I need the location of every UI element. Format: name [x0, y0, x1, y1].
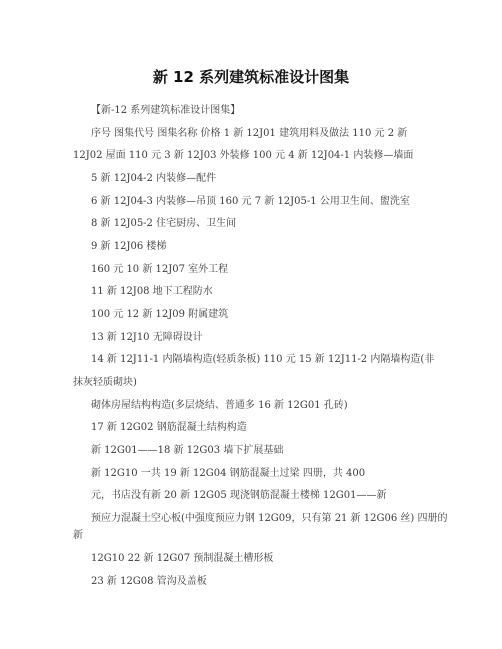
text-line: 14 新 12J11-1 内隔墙构造(轻质条板) 110 元 15 新 12J11-2 内隔墙构造(非 — [91, 354, 435, 365]
text-line: 23 新 12G08 管沟及盖板 — [91, 576, 207, 587]
text-line: 8 新 12J05-2 住宅厨房、卫生间 — [91, 218, 237, 229]
text-line: 序号 图集代号 图集名称 价格 1 新 12J01 建筑用料及做法 110 元 2 新 — [91, 128, 408, 139]
text-line: 抹灰轻质砌块) — [73, 377, 137, 388]
text-line: 5 新 12J04-2 内装修—配件 — [91, 173, 217, 184]
text-line: 17 新 12G02 钢筋混凝土结构构造 — [91, 422, 247, 433]
text-line: 预应力混凝土空心板(中强度预应力钢 12G09，只有第 21 新 12G06 丝) 四册的 — [91, 513, 448, 524]
text-line: 100 元 12 新 12J09 附属建筑 — [91, 309, 229, 320]
text-line: 11 新 12J08 地下工程防水 — [91, 286, 213, 297]
text-line: 【新-12 系列建筑标准设计图集】 — [91, 105, 241, 116]
text-line: 13 新 12J10 无障碍设计 — [91, 332, 203, 343]
text-line: 新 12G01——18 新 12G03 墙下扩展基础 — [91, 445, 284, 456]
text-line: 6 新 12J04-3 内装修—吊顶 160 元 7 新 12J05-1 公用卫生间、盥洗室 — [91, 196, 410, 207]
text-line: 砌体房屋结构构造(多层烧结、普通多 16 新 12G01 孔砖) — [91, 400, 348, 411]
text-line: 12J02 屋面 110 元 3 新 12J03 外装修 100 元 4 新 12J04-1 内装修—墙面 — [73, 150, 414, 161]
text-line: 9 新 12J06 楼梯 — [91, 241, 167, 252]
text-line: 12G10 22 新 12G07 预制混凝土槽形板 — [91, 553, 274, 564]
document-title: 新 12 系列建筑标准设计图集 — [152, 68, 350, 86]
text-line: 元，书店没有新 20 新 12G05 现浇钢筋混凝土楼梯 12G01——新 — [91, 490, 387, 501]
text-line: 新 12G10 一共 19 新 12G04 钢筋混凝土过梁 四册，共 400 — [91, 468, 366, 479]
text-line: 160 元 10 新 12J07 室外工程 — [91, 264, 229, 275]
text-line: 新 — [73, 530, 83, 541]
